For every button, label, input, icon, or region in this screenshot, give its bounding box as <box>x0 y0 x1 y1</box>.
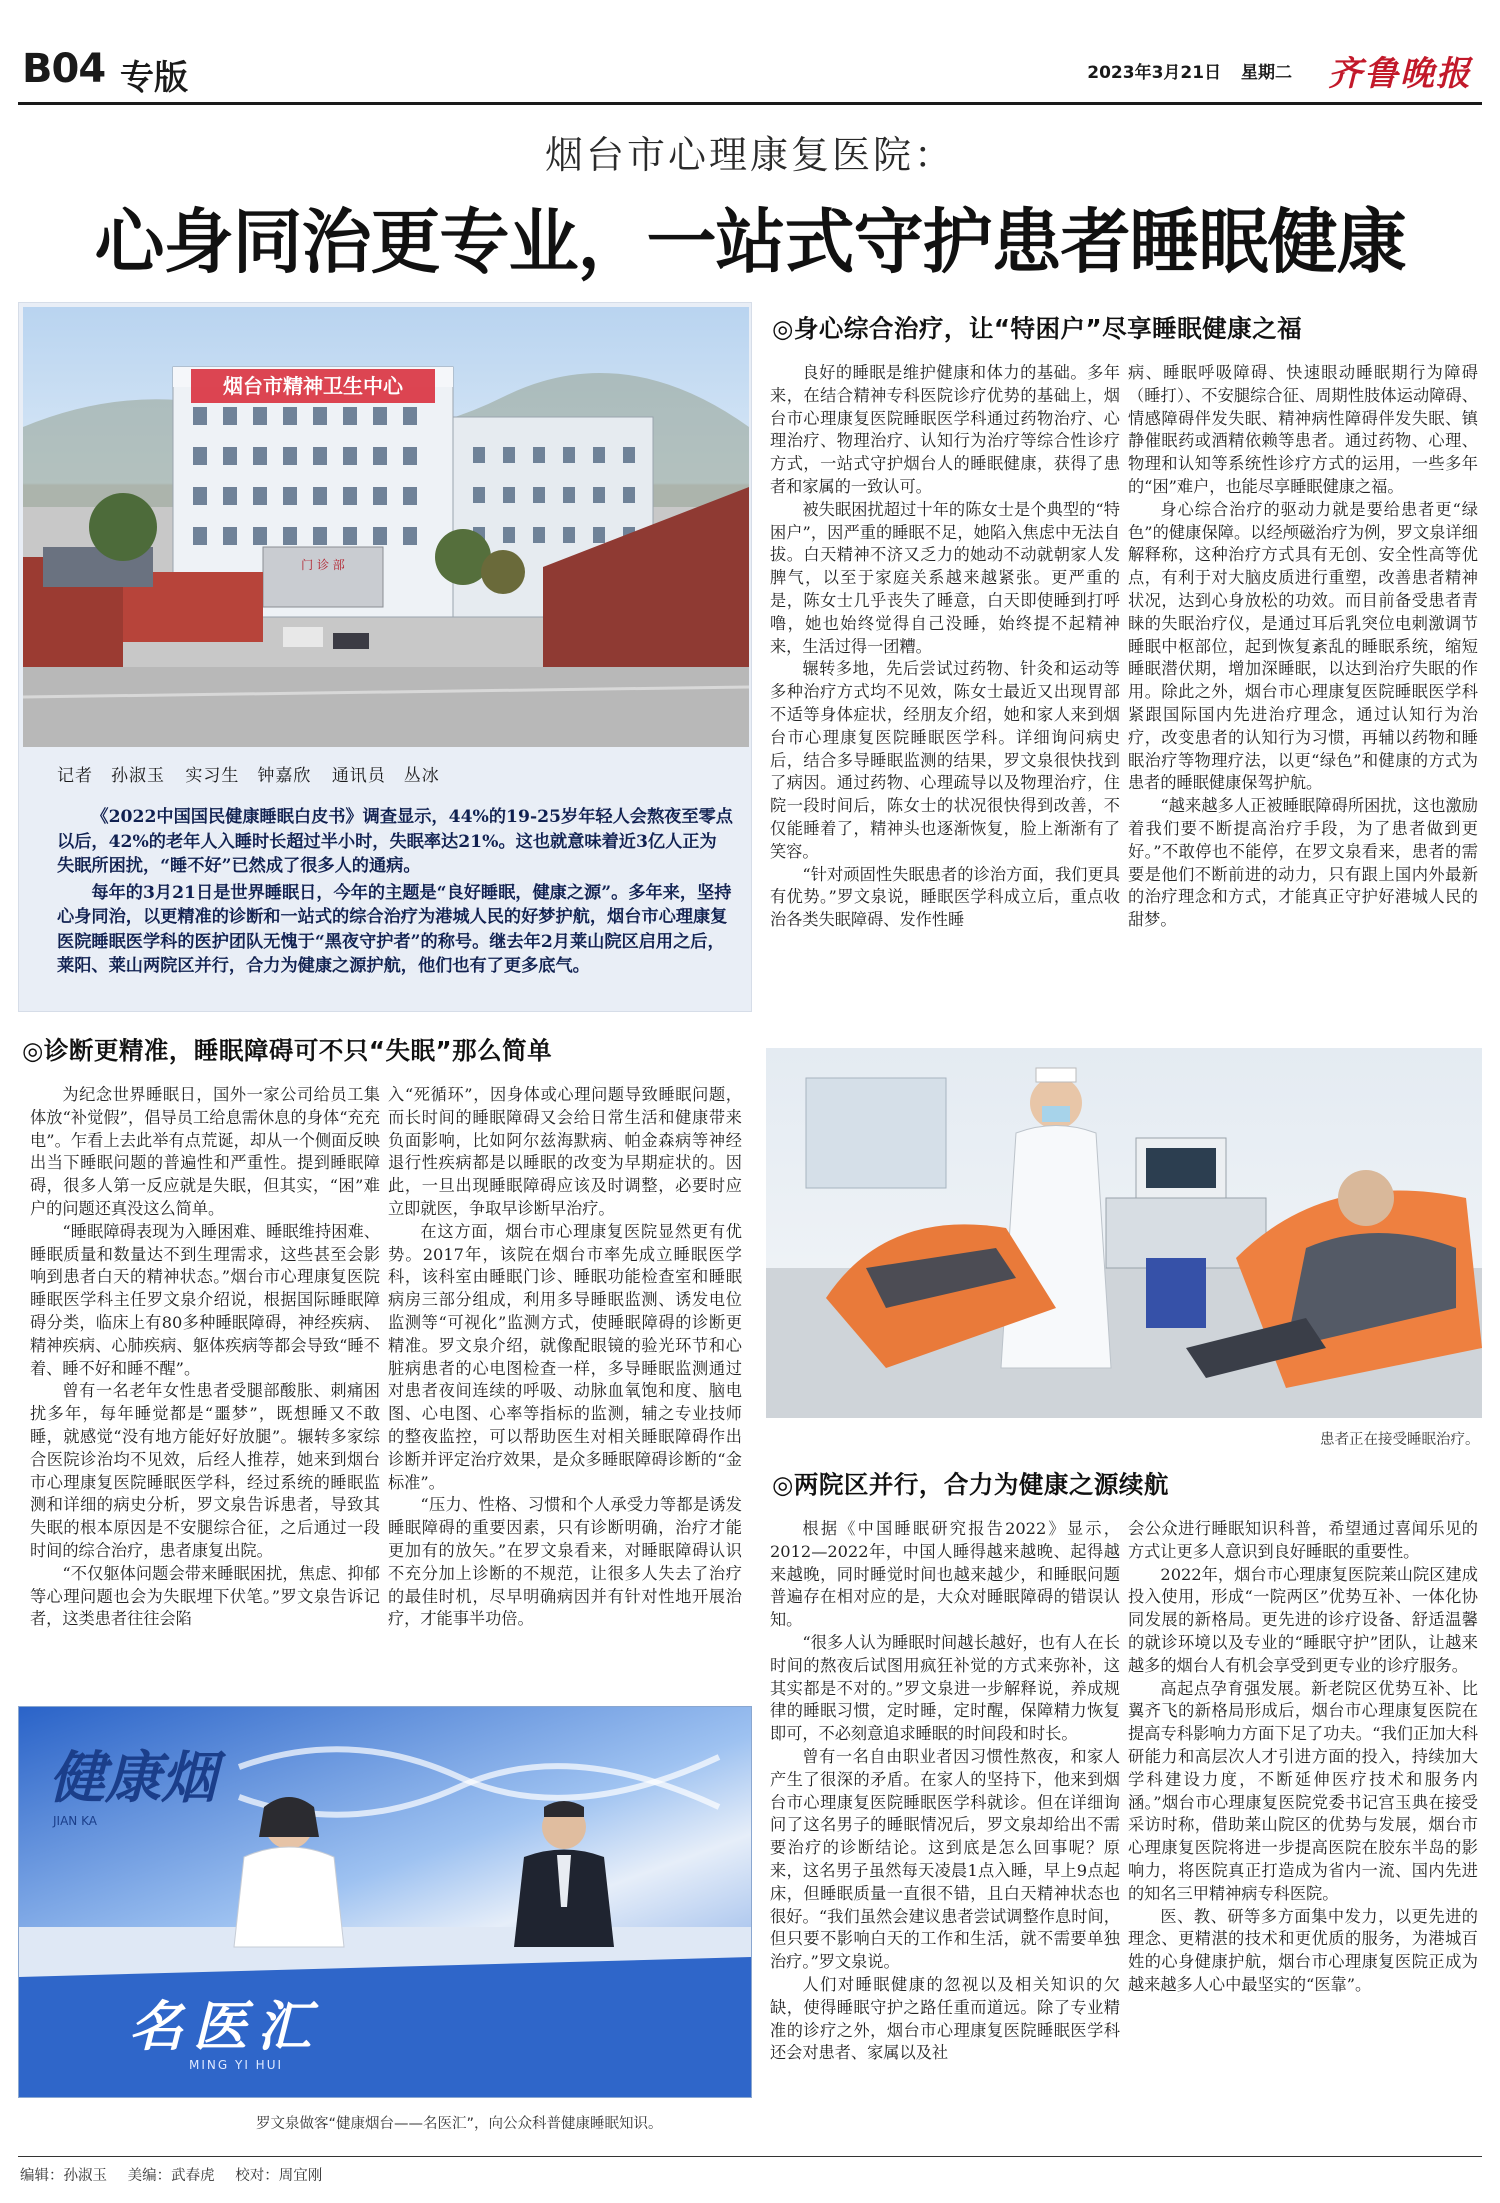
tv-studio-illustration <box>19 1707 752 2098</box>
tv-photo-caption: 罗文泉做客“健康烟台——名医汇”，向公众科普健康睡眠知识。 <box>256 2116 663 2132</box>
page-number: B04 <box>22 46 106 92</box>
issue-weekday: 星期二 <box>1241 63 1292 83</box>
byline-intern: 实习生 钟嘉欣 <box>185 766 312 786</box>
kicker: 烟台市心理康复医院： <box>544 133 955 177</box>
paragraph: 身心综合治疗的驱动力就是要给患者更“绿色”的健康保障。以经颅磁治疗为例，罗文泉详细解释称，这种治疗方式具有无创、安全性高等优点，有利于对大脑皮质进行重塑，改善患者精神状况，达到心身放松的功效。而目前备受患者青睐的失眠治疗仪，是通过耳后乳突位电刺激调节睡眠中枢部位，起到恢复紊乱的睡眠系统，缩短睡眠潜伏期，增加深睡眠，以达到治疗失眠的作用。除此之外，烟台市心理康复医院睡眠医学科紧跟国际国内先进治疗理念，通过认知行为治疗，改变患者的认知行为习惯，再辅以药物和睡眠治疗等物理疗法，以更“绿色”和健康的方式为患者的睡眠健康保驾护航。 <box>1128 499 1478 793</box>
paragraph: 良好的睡眠是维护健康和体力的基础。多年来，在结合精神专科医院诊疗优势的基础上，烟台市心理康复医院睡眠医学科通过药物治疗、心理治疗、物理治疗、认知行为治疗等综合性诊疗方式，一站式守护烟台人的睡眠健康，获得了患者和家属的一致认可。 <box>770 363 1120 496</box>
article-column <box>770 1518 1120 2148</box>
footer-editor: 编辑：孙淑玉 <box>20 2168 107 2184</box>
page-header <box>18 38 1482 100</box>
paragraph: 入“死循环”，因身体或心理问题导致睡眠问题，而长时间的睡眠障碍又会给日常生活和健康带来负面影响，比如阿尔兹海默病、帕金森病等神经退行性疾病都是以睡眠的改变为早期症状的。因此，一旦出现睡眠障碍应该及时调整，必要时应立即就医，争取早诊断早治疗。 <box>388 1085 742 1218</box>
paragraph: 医、教、研等多方面集中发力，以更先进的理念、更精湛的技术和更优质的服务，为港城百姓的心身健康护航，烟台市心理康复医院正成为越来越多人心中最坚实的“医靠”。 <box>1128 1906 1478 1994</box>
paragraph: 在这方面，烟台市心理康复医院显然更有优势。2017年，该院在烟台市率先成立睡眠医学科，该科室由睡眠门诊、睡眠功能检查室和睡眠病房三部分组成，利用多导睡眠监测、诱发电位监测等“可视化”监测方式，使睡眠障碍的诊断更精准。罗文泉介绍，就像配眼镜的验光环节和心脏病患者的心电图检查一样，多导睡眠监测通过对患者夜间连续的呼吸、动脉血氧饱和度、脑电图、心电图、心率等指标的监测，辅之专业技师的整夜监控，可以帮助医生对相关睡眠障碍作出诊断并评定治疗效果，是众多睡眠障碍诊断的“金标准”。 <box>388 1221 742 1492</box>
article-column <box>1128 362 1478 1027</box>
dateline <box>1073 58 1292 83</box>
tv-banner-top: 健康烟 <box>49 1746 217 1811</box>
paragraph: 高起点孕育强发展。新老院区优势互补、比翼齐飞的新格局形成后，烟台市心理康复医院在提高专科影响力方面下足了功夫。“我们正加大科研能力和高层次人才引进方面的投入，持续加大学科建设力度，不断延伸医疗技术和服务内涵。”烟台市心理康复医院党委书记宫玉典在接受采访时称，借助莱山院区的优势与发展，烟台市心理康复医院将进一步提高医院在胶东半岛的影响力，将医院真正打造成为省内一流、国内先进的知名三甲精神病专科医院。 <box>1128 1678 1478 1903</box>
paragraph: 会公众进行睡眠知识科普，希望通过喜闻乐见的方式让更多人意识到良好睡眠的重要性。 <box>1128 1519 1478 1561</box>
paragraph: 曾有一名自由职业者因习惯性熬夜，和家人产生了很深的矛盾。在家人的坚持下，他来到烟台市心理康复医院睡眠医学科就诊。但在详细询问了这名男子的睡眠情况后，罗文泉却给出不需要治疗的诊断结论。这到底是怎么回事呢？原来，这名男子虽然每天凌晨1点入睡，早上9点起床，但睡眠质量一直很不错，且白天精神状态也很好。“我们虽然会建议患者尝试调整作息时间，但只要不影响白天的工作和生活，就不需要单独治疗。”罗文泉说。 <box>770 1746 1120 1972</box>
footer-proofreader: 校对：周宜刚 <box>235 2168 323 2184</box>
paragraph: “针对顽固性失眠患者的诊治方面，我们更具有优势。”罗文泉说，睡眠医学科成立后，重点收治各类失眠障碍、发作性睡 <box>770 864 1120 930</box>
lead-box <box>18 302 752 1012</box>
byline-correspondent: 通讯员 丛冰 <box>331 766 440 786</box>
article-column <box>30 1084 380 1694</box>
section-heading-campuses: ◎两院区并行，合力为健康之源续航 <box>772 1470 1169 1499</box>
therapy-photo <box>766 1048 1482 1418</box>
gate-text: 门 诊 部 <box>301 558 345 572</box>
article-column <box>388 1084 742 1694</box>
headline: 心身同治更专业，一站式守护患者睡眠健康 <box>94 200 1406 283</box>
article-column <box>1128 1518 1478 2148</box>
hospital-sign: 烟台市精神卫生中心 <box>223 374 403 398</box>
paragraph: “睡眠障碍表现为入睡困难、睡眠维持困难、睡眠质量和数量达不到生理需求，这些甚至会影响到患者白天的精神状态。”烟台市心理康复医院睡眠医学科主任罗文泉介绍说，根据国际睡眠障碍分类，临床上有80多种睡眠障碍，神经疾病、精神疾病、心肺疾病、躯体疾病等都会导致“睡不着、睡不好和睡不醒”。 <box>30 1221 380 1378</box>
article-column <box>770 362 1120 1027</box>
paragraph: 根据《中国睡眠研究报告2022》显示，2012—2022年，中国人睡得越来越晚、起得越来越晚，同时睡觉时间也越来越少，和睡眠问题普遍存在相对应的是，大众对睡眠障碍的错误认知。 <box>770 1519 1120 1630</box>
page-footer <box>20 2164 338 2185</box>
byline-reporter: 记者 孙淑玉 <box>57 766 165 786</box>
section-name: 专版 <box>120 58 188 98</box>
paragraph: 辗转多地，先后尝试过药物、针灸和运动等多种治疗方式均不见效，陈女士最近又出现胃部不适等身体症状，经朋友介绍，她和家人来到烟台市心理康复医院睡眠医学科。详细询问病史后，结合多导睡眠监测的结果，罗文泉很快找到了病因。通过药物、心理疏导以及物理治疗，住院一段时间后，陈女士的状况很快得到改善，不仅能睡着了，精神头也逐渐恢复，脸上渐渐有了笑容。 <box>770 659 1120 861</box>
header-rule <box>18 102 1482 105</box>
section-heading-therapy: ◎身心综合治疗，让“特困户”尽享睡眠健康之福 <box>772 314 1303 343</box>
paragraph: “不仅躯体问题会带来睡眠困扰，焦虑、抑郁等心理问题也会为失眠埋下伏笔。”罗文泉告诉记者，这类患者往往会陷 <box>30 1563 380 1629</box>
lead-paragraph: 每年的3月21日是世界睡眠日，今年的主题是“良好睡眠，健康之源”。多年来，坚持心身同治，以更精准的诊断和一站式的综合治疗为港城人民的好梦护航，烟台市心理康复医院睡眠医学科的医护团队无愧于“黑夜守护者”的称号。继去年2月莱山院区启用之后，莱阳、莱山两院区并行，合力为健康之源护航，他们也有了更多底气。 <box>57 882 732 976</box>
paragraph: 为纪念世界睡眠日，国外一家公司给员工集体放“补觉假”，倡导员工给息需休息的身体“充充电”。乍看上去此举有点荒诞，却从一个侧面反映出当下睡眠问题的普遍性和严重性。提到睡眠障碍，很多人第一反应就是失眠，但其实，“困”难户的问题还真没这么简单。 <box>30 1085 380 1218</box>
masthead-logo: 齐鲁晚报 <box>1328 54 1472 94</box>
paragraph: 被失眠困扰超过十年的陈女士是个典型的“特困户”，因严重的睡眠不足，她陷入焦虑中无法自拔。白天精神不济又乏力的她动不动就朝家人发脾气，以至于家庭关系越来越紧张。更严重的是，陈女士几乎丧失了睡意，白天即使睡到打呼噜，她也始终觉得自己没睡，始终提不起精神来，生活过得一团糟。 <box>770 499 1120 656</box>
tv-studio-photo <box>18 1706 752 2098</box>
paragraph: 曾有一名老年女性患者受腿部酸胀、刺痛困扰多年，每年睡觉都是“噩梦”，既想睡又不敢睡，就感觉“没有地方能好好放腿”。辗转多家综合医院诊治均不见效，后经人推荐，她来到烟台市心理康复医院睡眠医学科，经过系统的睡眠监测和详细的病史分析，罗文泉告诉患者，导致其失眠的根本原因是不安腿综合征，之后通过一段时间的综合治疗，患者康复出院。 <box>30 1381 380 1560</box>
lead-paragraphs <box>57 805 733 979</box>
tv-banner-top-small: JIAN KA <box>53 1814 97 1828</box>
tv-banner-bottom-small: MING YI HUI <box>189 2058 284 2072</box>
paragraph: 2022年，烟台市心理康复医院莱山院区建成投入使用，形成“一院两区”优势互补、一体化协同发展的新格局。更先进的诊疗设备、舒适温馨的就诊环境以及专业的“睡眠守护”团队，让越来越多的烟台人有机会享受到更专业的诊疗服务。 <box>1128 1564 1478 1675</box>
byline <box>57 761 454 786</box>
issue-date: 2023年3月21日 <box>1087 63 1222 83</box>
paragraph: 病、睡眠呼吸障碍、快速眼动睡眠期行为障碍（睡打）、不安腿综合征、周期性肢体运动障碍、情感障碍伴发失眠、精神病性障碍伴发失眠、镇静催眠药或酒精依赖等患者。通过药物、心理、物理和认知等系统性诊疗方式的运用，一些多年的“困”难户，也能尽享睡眠健康之福。 <box>1128 363 1478 496</box>
tv-banner-bottom: 名医汇 <box>129 1995 321 2058</box>
paragraph: 人们对睡眠健康的忽视以及相关知识的欠缺，使得睡眠守护之路任重而道远。除了专业精准的诊疗之外，烟台市心理康复医院睡眠医学科还会对患者、家属以及社 <box>770 1974 1120 2063</box>
paragraph: “压力、性格、习惯和个人承受力等都是诱发睡眠障碍的重要因素，只有诊断明确，治疗才能更加有的放矢。”在罗文泉看来，对睡眠障碍认识不充分加上诊断的不规范，让很多人失去了治疗的最佳时机，尽早明确病因并有针对性地开展治疗，才能事半功倍。 <box>388 1495 742 1629</box>
therapy-illustration <box>766 1048 1482 1418</box>
section-heading-diagnosis: ◎诊断更精准，睡眠障碍可不只“失眠”那么简单 <box>22 1036 553 1065</box>
hospital-illustration <box>23 307 749 747</box>
paragraph: “很多人认为睡眠时间越长越好，也有人在长时间的熬夜后试图用疯狂补觉的方式来弥补，这其实都是不对的。”罗文泉进一步解释说，养成规律的睡眠习惯，定时睡，定时醒，保障精力恢复即可，不必刻意追求睡眠的时间段和时长。 <box>770 1632 1120 1744</box>
paragraph: “越来越多人正被睡眠障碍所困扰，这也激励着我们要不断提高治疗手段，为了患者做到更好。”不敢停也不能停，在罗文泉看来，患者的需要是他们不断前进的动力，只有跟上国内外最新的治疗理念和方式，才能真正守护好港城人民的甜梦。 <box>1128 796 1478 930</box>
hospital-photo <box>23 307 749 747</box>
footer-rule <box>18 2156 1482 2157</box>
therapy-photo-caption: 患者正在接受睡眠治疗。 <box>1320 1432 1480 1448</box>
lead-paragraph: 《2022中国国民健康睡眠白皮书》调查显示，44%的19-25岁年轻人会熬夜至零点以后，42%的老年人入睡时长超过半小时，失眠率达21%。这也就意味着近3亿人正为失眠所困扰，“睡不好”已然成了很多人的通病。 <box>57 807 733 876</box>
footer-designer: 美编：武春虎 <box>127 2168 215 2184</box>
